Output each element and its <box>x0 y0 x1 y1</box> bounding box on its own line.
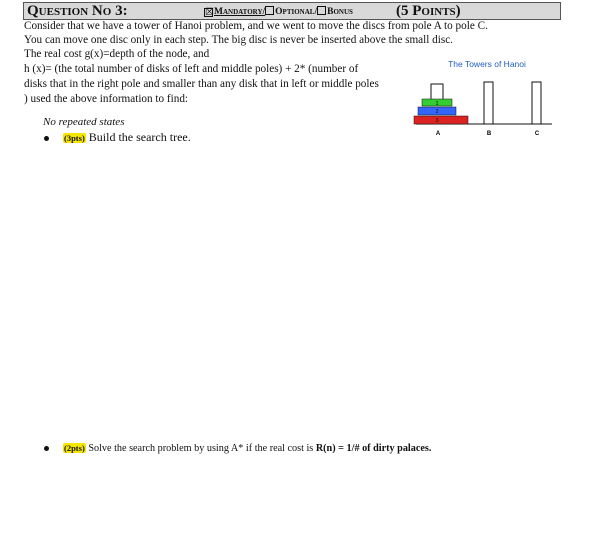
body-line-6: ) used the above information to find: <box>24 93 189 105</box>
task-2-cost-formula: R(n) = 1/# of dirty palaces. <box>315 443 432 454</box>
pole-a <box>431 84 443 99</box>
disk-3 <box>414 116 468 124</box>
option-bonus: Bonus <box>327 7 353 17</box>
question-points: (5 Points) <box>396 3 461 19</box>
task-2-points: (2pts) <box>64 443 85 453</box>
section-note: No repeated states <box>43 116 125 128</box>
option-optional: Optional <box>275 7 315 17</box>
pole-a-label: A <box>435 131 441 137</box>
disk-3-label: 3 <box>435 118 439 124</box>
body-line-2: You can move one disc only in each step. The big disc is never be inserted above the small disc. <box>24 34 453 46</box>
pole-c <box>532 82 541 124</box>
pole-b <box>484 82 493 124</box>
task-2-text: Solve the search problem by using A* if the real cost is <box>88 443 316 454</box>
body-line-3: The real cost g(x)=depth of the node, and <box>24 48 210 60</box>
empty-checkbox-icon <box>317 6 326 15</box>
pole-c-label: C <box>534 131 540 137</box>
towers-of-hanoi-figure <box>412 55 554 139</box>
empty-checkbox-icon <box>265 6 274 15</box>
checked-checkbox-icon: ☒ <box>205 7 214 18</box>
task-2 <box>63 441 431 456</box>
pole-b-label: B <box>486 131 492 137</box>
question-label: Question No 3: <box>27 3 128 19</box>
bullet-1 <box>44 136 49 141</box>
body-line-1: Consider that we have a tower of Hanoi problem, and we went to move the discs from pole A to pole C. <box>24 20 488 32</box>
task-1-text: Build the search tree. <box>88 130 191 144</box>
body-line-4: h (x)= (the total number of disks of left and middle poles) + 2* (number of <box>24 63 359 75</box>
option-mandatory: Mandatory <box>214 7 263 17</box>
question-header <box>23 2 561 20</box>
bullet-2 <box>44 446 49 451</box>
question-type-options: ☒Mandatory/ Optional/ Bonus <box>205 7 353 18</box>
disk-1-label: 1 <box>435 101 439 107</box>
task-1 <box>63 130 191 145</box>
task-1-points: (3pts) <box>64 133 85 143</box>
figure-title: The Towers of Hanoi <box>448 59 526 69</box>
body-line-5: disks that in the right pole and smaller than any disk that in left or middle poles <box>24 78 379 90</box>
disk-2-label: 2 <box>435 109 439 115</box>
